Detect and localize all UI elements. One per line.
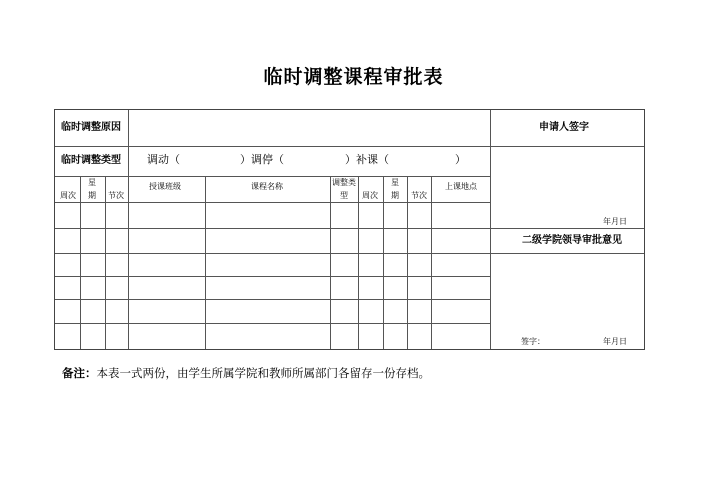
applicant-sign-label: 申请人签字 <box>539 122 589 133</box>
grid-line <box>55 176 491 177</box>
note-label: 备注： <box>62 366 97 380</box>
grid-line <box>55 202 491 203</box>
header-orig-week: 周次 <box>60 191 76 200</box>
header-course: 课程名称 <box>251 182 283 191</box>
grid-line <box>358 176 359 349</box>
form-title: 临时调整课程审批表 <box>263 66 444 88</box>
applicant-date: 年月日 <box>603 217 627 226</box>
reason-label: 临时调整原因 <box>61 122 121 133</box>
header-adjust-type-1: 调整类 <box>332 178 356 187</box>
type-option-transfer: 调动（ <box>147 153 180 166</box>
grid-line <box>490 110 491 349</box>
grid-line <box>55 299 491 300</box>
header-orig-weekday-1: 星 <box>88 178 96 187</box>
grid-line <box>55 276 491 277</box>
header-adjust-type-2: 型 <box>340 191 348 200</box>
grid-line <box>407 176 408 349</box>
grid-line <box>383 176 384 349</box>
grid-line <box>431 176 432 349</box>
grid-line <box>55 323 491 324</box>
approval-label: 二级学院领导审批意见 <box>522 235 622 246</box>
note-text: 本表一式两份，由学生所属学院和教师所属部门各留存一份存档。 <box>96 366 430 380</box>
header-new-period: 节次 <box>411 191 427 200</box>
header-orig-weekday-2: 期 <box>88 191 96 200</box>
type-option-close: ） <box>455 153 466 166</box>
header-new-week: 周次 <box>362 191 378 200</box>
grid-line <box>205 176 206 349</box>
type-option-suspend: ）调停（ <box>240 153 284 166</box>
grid-line <box>330 176 331 349</box>
grid-line <box>128 110 129 202</box>
grid-line <box>55 146 644 147</box>
header-location: 上课地点 <box>445 182 477 191</box>
approver-sign-label: 签字： <box>521 337 545 346</box>
type-option-makeup: ）补课（ <box>345 153 389 166</box>
grid-line <box>55 253 644 254</box>
type-label: 临时调整类型 <box>61 155 121 166</box>
approval-date: 年月日 <box>603 337 627 346</box>
header-new-weekday-1: 星 <box>391 178 399 187</box>
grid-line <box>55 228 644 229</box>
header-new-weekday-2: 期 <box>391 191 399 200</box>
footnote <box>62 365 430 381</box>
header-class: 授课班级 <box>149 182 181 191</box>
grid-line <box>105 176 106 349</box>
header-orig-period: 节次 <box>108 191 124 200</box>
approval-form-table <box>54 109 645 350</box>
grid-line <box>128 202 129 349</box>
grid-line <box>80 176 81 349</box>
